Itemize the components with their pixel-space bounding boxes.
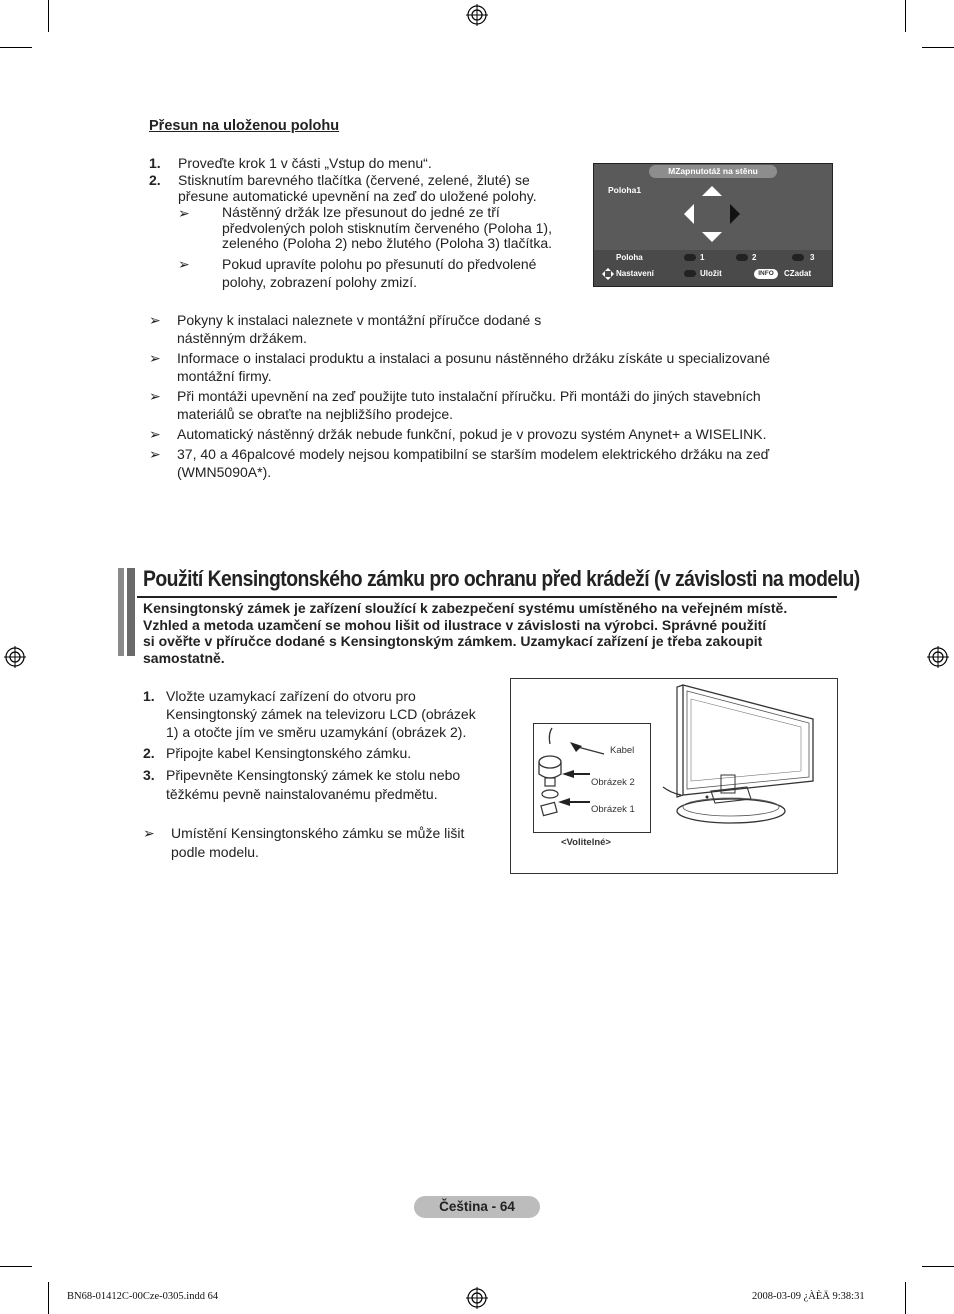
intro-paragraph [143, 600, 833, 666]
figure-caption: <Volitelné> [561, 837, 611, 848]
subnote [178, 256, 578, 294]
osd-row-label: Nastavení [616, 269, 654, 278]
heading-bar [118, 568, 124, 656]
step-item [149, 172, 589, 208]
step-number: 2. [149, 172, 161, 188]
registration-mark-icon [927, 646, 949, 668]
move-icon [602, 268, 614, 280]
osd-button-label: 3 [810, 253, 815, 262]
step-item [149, 155, 589, 173]
enter-button-icon [684, 270, 696, 277]
registration-mark-icon [4, 646, 26, 668]
step-text: přesune automatické upevnění na zeď do uložené polohy. [178, 188, 537, 204]
note-text: podle modelu. [171, 844, 259, 860]
arrow-icon: ➢ [149, 446, 161, 462]
intro-line: Vzhled a metoda uzamčení se mohou lišit od ilustrace v závislosti na výrobci. Správné použití [143, 616, 767, 633]
step-text: Připojte kabel Kensingtonského zámku. [166, 745, 412, 761]
note-text: polohy, zobrazení polohy zmizí. [222, 274, 418, 290]
note-text: Informace o instalaci produktu a instalaci a posunu nástěnného držáku získáte u specializované [177, 350, 771, 366]
osd-row-label: Poloha [616, 253, 643, 262]
osd-button-label: 2 [752, 253, 757, 262]
green-button-icon [736, 254, 748, 261]
section-title: Přesun na uloženou polohu [149, 118, 340, 134]
intro-line: si ověřte v příručce dodané s Kensingtonským zámkem. Uzamykací zařízení je třeba zakoupit [143, 633, 763, 650]
note-text: materiálů se obraťte na nejbližšího prodejce. [177, 405, 454, 422]
figure-label: Obrázek 2 [591, 777, 635, 788]
osd-position-label: Poloha1 [608, 185, 642, 195]
arrow-icon: ➢ [178, 205, 190, 221]
step-number: 1. [149, 155, 161, 171]
note-text: nástěnným držákem. [177, 329, 307, 346]
osd-back-label: CZadat [784, 269, 812, 278]
arrow-icon: ➢ [149, 350, 161, 366]
step-item [143, 745, 503, 763]
kensington-figure [510, 678, 838, 874]
step-number: 3. [143, 767, 155, 783]
arrow-icon: ➢ [178, 256, 190, 272]
info-badge: INFO [754, 269, 778, 279]
step-item [143, 766, 503, 806]
step-text: Proveďte krok 1 v části „Vstup do menu“. [178, 155, 432, 171]
note-text: Pokyny k instalaci naleznete v montážní příručce dodané s [177, 312, 542, 328]
heading-rule [137, 596, 837, 598]
arrow-icon: ➢ [149, 312, 161, 328]
osd-save-label: Uložit [700, 269, 722, 278]
crop-mark [922, 47, 954, 48]
intro-line: samostatně. [143, 649, 225, 666]
direction-arrows-icon [682, 184, 742, 244]
step-text: Kensingtonský zámek na televizoru LCD (obrázek [166, 706, 476, 722]
note-text: Při montáži upevnění na zeď použijte tuto instalační příručku. Při montáži do jiných stavebních [177, 388, 761, 404]
step-item [143, 687, 503, 741]
note-text: (WMN5090A*). [177, 463, 272, 480]
crop-mark [0, 47, 32, 48]
crop-mark [0, 1266, 32, 1267]
osd-title: MZapnutotáž na stěnu [649, 165, 777, 178]
note-text: Nástěnný držák lze přesunout do jedné ze tří [222, 204, 500, 220]
note-item [149, 350, 839, 386]
note-text: Automatický nástěnný držák nebude funkční, pokud je v provozu systém Anynet+ a WISELINK. [177, 426, 767, 442]
heading-bar [127, 568, 135, 656]
step-text: Stisknutím barevného tlačítka (červené, zelené, žluté) se [178, 172, 530, 188]
note-text: montážní firmy. [177, 367, 272, 384]
crop-mark [922, 1266, 954, 1267]
note-item [149, 312, 799, 348]
osd-button-label: 1 [700, 253, 705, 262]
step-text: 1) a otočte jím ve směru uzamykání (obrázek 2). [166, 724, 467, 740]
page-number-badge: Čeština - 64 [414, 1196, 540, 1218]
note-text: zeleného (Poloha 2) nebo žlutého (Poloha 3) tlačítka. [222, 235, 552, 252]
intro-line: Kensingtonský zámek je zařízení sloužící k zabezpečení systému umístěného na veřejném místě. [143, 600, 788, 616]
red-button-icon [684, 254, 696, 261]
crop-mark [905, 1282, 906, 1314]
print-slug-left: BN68-01412C-00Cze-0305.indd 64 [67, 1291, 219, 1302]
registration-mark-icon [466, 4, 488, 26]
note-text: Umístění Kensingtonského zámku se může lišit [171, 825, 465, 841]
section-heading: Použití Kensingtonského zámku pro ochranu před krádeží (v závislosti na modelu) [143, 566, 860, 591]
step-number: 1. [143, 688, 155, 704]
step-text: Vložte uzamykací zařízení do otvoru pro [166, 688, 416, 704]
crop-mark [48, 0, 49, 32]
step-number: 2. [143, 745, 155, 761]
arrow-icon: ➢ [143, 825, 155, 841]
crop-mark [905, 0, 906, 32]
crop-mark [48, 1282, 49, 1314]
step-text: těžkému pevně nainstalovanému předmětu. [166, 786, 438, 802]
note-text: Pokud upravíte polohu po přesunutí do předvolené [222, 256, 537, 272]
arrow-icon: ➢ [149, 388, 161, 404]
figure-label: Obrázek 1 [591, 804, 635, 815]
note-item [149, 388, 839, 424]
print-slug-right: 2008-03-09 ¿ÀÈÄ 9:38:31 [752, 1291, 865, 1302]
note-item [143, 824, 503, 862]
arrow-icon: ➢ [149, 426, 161, 442]
registration-mark-icon [466, 1287, 488, 1309]
figure-label: Kabel [610, 745, 635, 756]
step-text: Připevněte Kensingtonský zámek ke stolu nebo [166, 767, 461, 783]
subnote [178, 205, 578, 257]
note-item [149, 446, 839, 482]
wall-mount-osd [593, 163, 833, 287]
tv-back-illustration-icon [661, 683, 833, 829]
yellow-button-icon [792, 254, 804, 261]
note-text: předvolených poloh stisknutím červeného (Poloha 1), [222, 219, 552, 236]
note-text: 37, 40 a 46palcové modely nejsou kompatibilní se starším modelem elektrického držáku na zeď [177, 446, 770, 462]
note-item [149, 426, 839, 444]
